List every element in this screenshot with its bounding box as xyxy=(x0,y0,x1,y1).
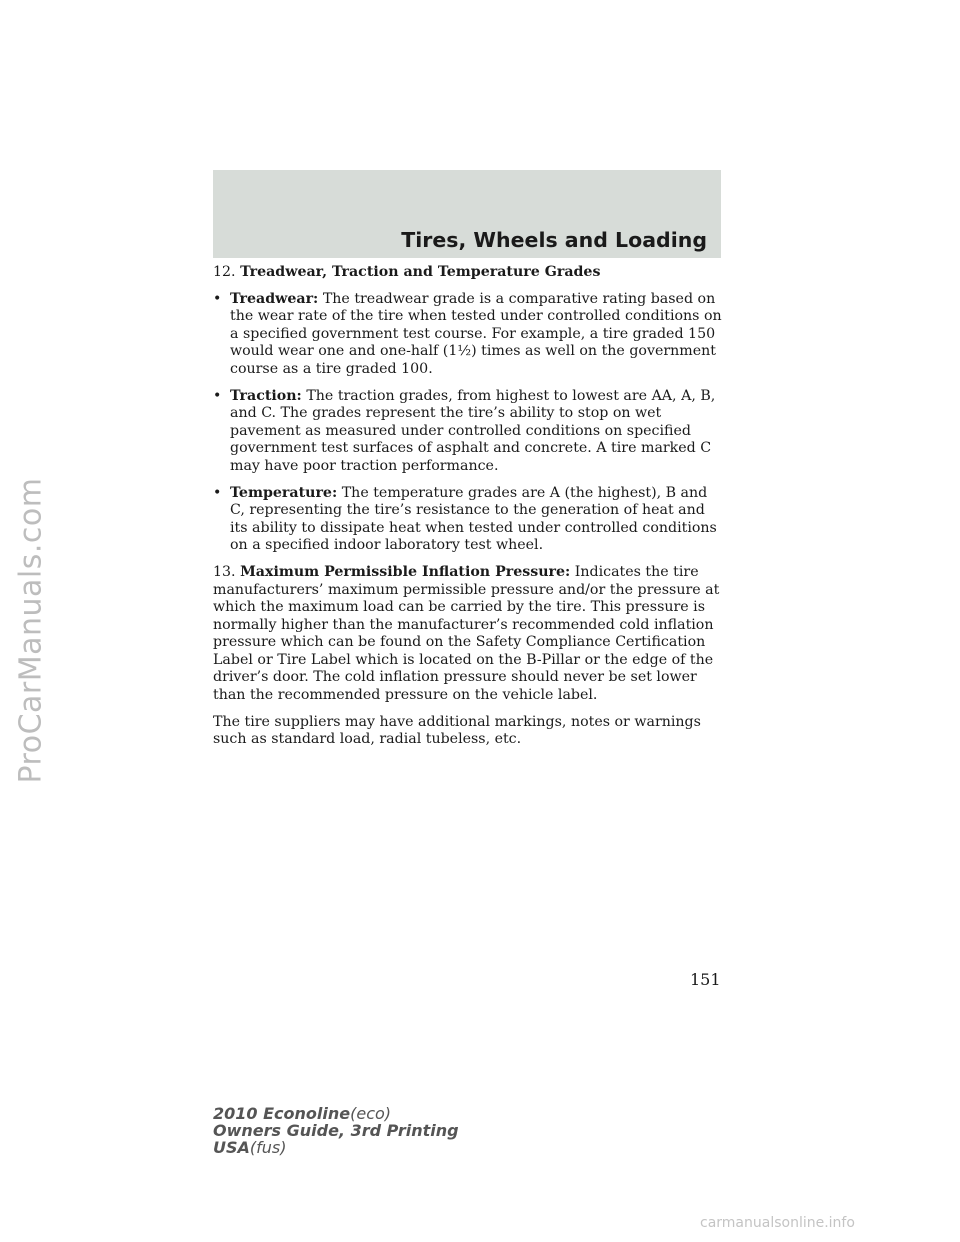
bullet-text: The temperature grades are A (the highest), B and C, representing the tire’s resistance to the generation of heat and its ability to dissipate heat when tested under controlled conditions on a specified indoor laboratory test wheel. xyxy=(230,484,717,554)
bottom-watermark: carmanualsonline.info xyxy=(700,1215,855,1231)
bullet-dot-icon: • xyxy=(213,387,222,404)
side-watermark xyxy=(6,320,56,940)
bullet-label: Treadwear: xyxy=(230,290,319,307)
side-watermark-text: ProCarManuals.com xyxy=(13,476,49,784)
footer-market: USA xyxy=(213,1138,250,1157)
bullet-label: Traction: xyxy=(230,387,302,404)
footer-model-code: (eco) xyxy=(350,1104,392,1123)
bullet-text: The treadwear grade is a comparative rating based on the wear rate of the tire when tested under controlled conditions on a specified government test course. For example, a tire graded 150 would wear one and one-half (1½) times as well on the government course as a tire graded 100. xyxy=(230,290,722,377)
item-12-heading xyxy=(213,264,723,282)
closing-paragraph: The tire suppliers may have additional markings, notes or warnings such as standard load, radial tubeless, etc. xyxy=(213,713,701,748)
bullet-dot-icon: • xyxy=(213,290,222,307)
footer-guide: Owners Guide, 3rd Printing xyxy=(213,1121,459,1140)
item-13-text: Indicates the tire manufacturers’ maximum permissible pressure and/or the pressure at which the maximum load can be carried by the tire. This pressure is normally higher than the manufacturer’s recommended cold inflation pressure which can be found on the Safety Compliance Certification Label or Tire Label which is located on the B-Pillar or the edge of the driver’s door. The cold inflation pressure should never be set lower than the recommended pressure on the vehicle label. xyxy=(213,563,720,704)
footer-line-1 xyxy=(213,1105,459,1122)
footer-market-code: (fus) xyxy=(249,1138,287,1157)
bullet-label: Temperature: xyxy=(230,484,338,501)
section-title: Tires, Wheels and Loading xyxy=(401,228,707,252)
item-12-title: Treadwear, Traction and Temperature Grades xyxy=(240,264,601,280)
footer-model: 2010 Econoline xyxy=(213,1104,351,1123)
bullet-treadwear xyxy=(213,291,723,379)
bullet-dot-icon: • xyxy=(213,484,222,501)
bullet-text: The traction grades, from highest to lowest are AA, A, B, and C. The grades represent the tire’s ability to stop on wet pavement as measured under controlled conditions on specified government test surfaces of asphalt and concrete. A tire marked C may have poor traction performance. xyxy=(230,387,716,474)
section-header xyxy=(213,170,721,258)
item-13-paragraph xyxy=(213,564,723,705)
page-number: 151 xyxy=(690,970,721,989)
footer-line-3 xyxy=(213,1139,459,1156)
bullet-traction xyxy=(213,388,723,476)
item-13-title: Maximum Permissible Inflation Pressure: xyxy=(240,563,571,580)
footer xyxy=(213,1105,459,1156)
item-12-number: 12. xyxy=(213,264,236,280)
item-13-number: 13. xyxy=(213,563,236,580)
bullet-temperature xyxy=(213,485,723,555)
page-content xyxy=(213,264,723,758)
footer-line-2 xyxy=(213,1122,459,1139)
